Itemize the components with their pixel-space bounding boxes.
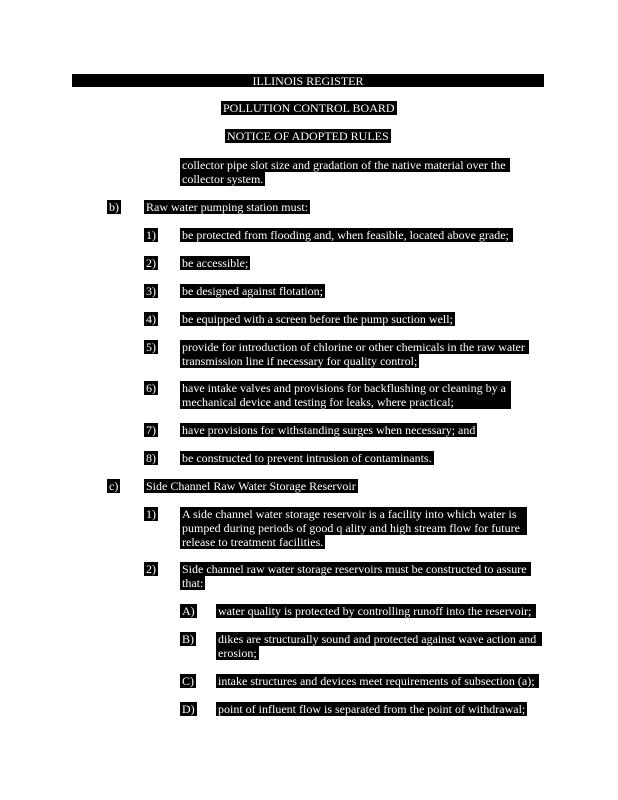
subitem-d-num: D) xyxy=(182,702,195,716)
section-b-text: Raw water pumping station must: xyxy=(146,200,308,214)
subitem-c-line-1: intake structures and devices meet requirements of subsection (a); xyxy=(216,674,539,688)
section-b-label: b) xyxy=(109,200,119,214)
subitem-b-line-2: erosion; xyxy=(218,646,257,660)
item-b7-line-1: have provisions for withstanding surges when necessary; and xyxy=(182,423,476,437)
item-c1-num: 1) xyxy=(146,507,156,521)
item-b2-num: 2) xyxy=(146,256,156,270)
continuation-line-2: collector system. xyxy=(182,172,264,186)
item-c1-line-3: release to treatment facilities. xyxy=(182,535,324,549)
item-c2-line-1: Side channel raw water storage reservoirs must be constructed to assure xyxy=(180,562,531,576)
item-b1-num: 1) xyxy=(146,228,156,242)
item-c2-line-2: that: xyxy=(182,576,204,590)
subitem-a-num: A) xyxy=(182,604,195,618)
section-c-label: c) xyxy=(109,479,119,493)
item-b1-line-1: be protected from flooding and, when feasible, located above grade; xyxy=(180,228,513,242)
continuation-line-1: collector pipe slot size and gradation of the native material over the xyxy=(180,158,510,172)
item-b2-line-1: be accessible; xyxy=(182,256,249,270)
item-b8-num: 8) xyxy=(146,451,156,465)
item-b5-line-1: provide for introduction of chlorine or other chemicals in the raw water xyxy=(180,340,529,354)
item-b6-num: 6) xyxy=(146,381,156,395)
subitem-d-line-1: point of influent flow is separated from the point of withdrawal; xyxy=(218,702,526,716)
item-c1-line-2: pumped during periods of good q ality and high stream flow for future xyxy=(180,521,527,535)
item-b8-line-1: be constructed to prevent intrusion of contaminants. xyxy=(182,451,432,465)
register-title: ILLINOIS REGISTER xyxy=(72,74,544,87)
item-b4-num: 4) xyxy=(146,312,156,326)
item-b5-num: 5) xyxy=(146,340,156,354)
item-b5-line-2: transmission line if necessary for quality control; xyxy=(182,354,418,368)
item-b7-num: 7) xyxy=(146,423,156,437)
item-c1-line-1: A side channel water storage reservoir is a facility into which water is xyxy=(180,507,527,521)
notice-title: NOTICE OF ADOPTED RULES xyxy=(227,129,389,143)
item-c2-num: 2) xyxy=(146,562,156,576)
section-c-text: Side Channel Raw Water Storage Reservoir xyxy=(146,479,356,493)
item-b6-line-2: mechanical device and testing for leaks, where practical; xyxy=(180,395,511,409)
subitem-a-line-1: water quality is protected by controlling runoff into the reservoir; xyxy=(216,604,536,618)
item-b6-line-1: have intake valves and provisions for backflushing or cleaning by a xyxy=(180,381,511,395)
board-title: POLLUTION CONTROL BOARD xyxy=(223,101,395,115)
item-b4-line-1: be equipped with a screen before the pump suction well; xyxy=(182,312,453,326)
item-b3-line-1: be designed against flotation; xyxy=(182,284,323,298)
subitem-c-num: C) xyxy=(182,674,194,688)
item-b3-num: 3) xyxy=(146,284,156,298)
subitem-b-line-1: dikes are structurally sound and protected against wave action and xyxy=(216,632,542,646)
subitem-b-num: B) xyxy=(182,632,194,646)
